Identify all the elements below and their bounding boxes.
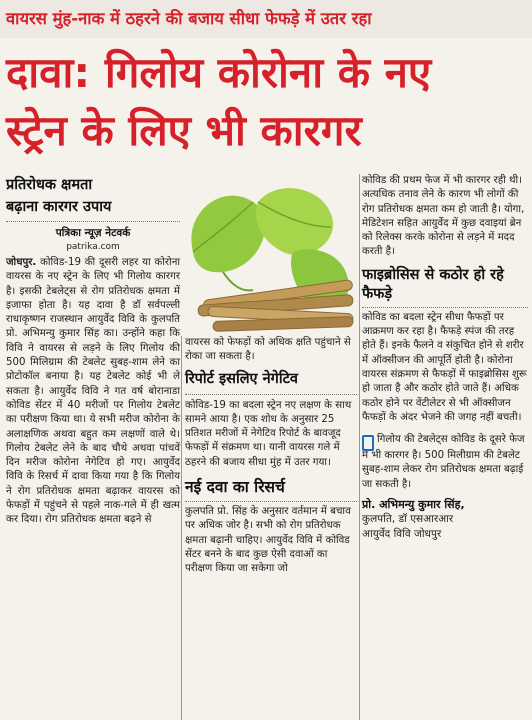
signature-name: प्रो. अभिमन्यु कुमार सिंह, bbox=[362, 498, 465, 512]
giloy-leaves-image bbox=[183, 172, 355, 334]
signature-title: कुलपति, डॉ एसआरआर bbox=[362, 513, 454, 526]
left-subhead-2: बढ़ाना कारगर उपाय bbox=[6, 199, 112, 215]
left-subhead-1: प्रतिरोधक क्षमता bbox=[6, 177, 93, 193]
divider bbox=[6, 221, 180, 222]
headline bbox=[6, 44, 530, 160]
giloy-illustration bbox=[183, 172, 355, 334]
dateline: जोधपुर. bbox=[6, 257, 37, 268]
quote-box bbox=[362, 433, 528, 492]
headline-line-2: स्ट्रेन के लिए भी कारगर bbox=[6, 106, 362, 155]
column-divider-left bbox=[181, 336, 182, 720]
divider bbox=[185, 394, 357, 395]
right-column bbox=[362, 174, 528, 541]
middle-lead-text: वायरस को फेफड़ों को अधिक क्षति पहुंचाने से रोका जा सकता है। bbox=[185, 337, 351, 363]
middle-body-1: कोविड-19 का बदला स्ट्रेन नए लक्षण के साथ सामने आया है। एक शोध के अनुसार 25 प्रतिशत मरीजों में नेगेटिव रिपोर्ट के बावजूद फेफड़ों में संक्रमण था। यानी वायरस गले में ठहरने की बजाय सीधा मुंह में उतर गया। bbox=[185, 399, 352, 468]
middle-body-2: कुलपति प्रो. सिंह के अनुसार वर्तमान में बचाव पर अधिक जोर है। सभी को रोग प्रतिरोधक क्षमता बढ़ानी चाहिए। आयुर्वेद विवि में कोविड सेंटर बनने के बाद कुछ ऐसी दवाओं का परीक्षण किया जा सकेगा जो bbox=[185, 506, 351, 575]
website: patrika.com bbox=[66, 242, 120, 252]
right-body-1: कोविड की प्रथम फेज में भी कारगर रही थी। अत्यधिक तनाव लेने के कारण भी लोगों की रोग प्रतिरोधक क्षमता कम हो जाती है। योगा, मेडिटेशन सहित आयुर्वेद में कुछ दवाइयां ब्रेन को रिलेक्स करके कोरोना से लड़ने में मदद करती है। bbox=[362, 175, 525, 258]
middle-subhead-2: नई दवा का रिसर्च bbox=[185, 478, 285, 497]
divider bbox=[362, 307, 528, 308]
signature-org: आयुर्वेद विवि जोधपुर bbox=[362, 527, 442, 540]
quote-box-text: गिलोय की टेबलेट्स कोविड के दूसरे फेज में भी कारगर है। 500 मिलीग्राम की टेबलेट सुबह-शाम लेकर रोग प्रतिरोधक क्षमता बढ़ाई जा सकती है। bbox=[362, 434, 525, 490]
right-body-2: कोविड का बदला स्ट्रेन सीधा फैफड़ों पर आक्रमण कर रहा है। फैफड़े स्पंज की तरह होते हैं। इनके फैलने व संकुचित होने से शरीर में ऑक्सीजन की आपूर्ति होती है। कोरोना वायरस संक्रमण से फैफड़ों में फाइब्रोसिस शुरू हो जाता है और कठोर होते जाते हैं। अधिक कठोर होने पर वेंटीलेटर से भी ऑक्सीजन फैफड़ों के अंदर भेजने की जगह नहीं बचती। bbox=[362, 311, 527, 423]
left-body bbox=[6, 256, 180, 528]
middle-subhead-1: रिपोर्ट इसलिए नेगेटिव bbox=[185, 370, 298, 387]
byline: पत्रिका न्यूज़ नेटवर्क bbox=[55, 227, 131, 239]
middle-column bbox=[185, 336, 357, 577]
left-body-text: कोविड-19 की दूसरी लहर या कोरोना वायरस के नए स्ट्रेन के लिए भी गिलोय कारगर है। इसकी टेबलेट्स से रोग प्रतिरोधक क्षमता में इजाफा होता है। यह दावा है डॉ सर्वपल्ली राधाकृष्णन राजस्थान आयुर्वेद विवि के कुलपति प्रो. अभिमन्यु कुमार सिंह का। उन्होंने कहा कि विवि ने वायरस से लड़ने के लिए गिलोय की 500 मिलिग्राम की टेबलेट सुबह-शाम लेने का प्रोटोकॉल बनाया है। यह टेबलेट कोई भी ले सकता है। आयुर्वेद विवि ने गत वर्ष बोरानाडा कोविड सेंटर में 40 मरीजों पर गिलोय टेबलेट का परीक्षण किया था। ये सभी मरीज कोरोना के अलाक्षणिक अथवा बहुत कम लक्षणों वाले थे। गिलोय टेबलेट लेने के बाद चौथे अथवा पांचवें दिन मरीज कोरोना नेगेटिव हो गए। आयुर्वेद विवि के रिसर्च में दावा किया गया है कि गिलोय ने रोग प्रतिरोधक क्षमता बढ़ाकर वायरस को फेफड़ों में पहुंचने से पहले नाक-गले में ही खत्म कर दिया। रोग प्रतिरोधक क्षमता बढ़ने से bbox=[6, 257, 180, 526]
right-subhead: फाइब्रोसिस से कठोर हो रहे फैफड़े bbox=[362, 266, 504, 302]
column-divider-right bbox=[359, 174, 360, 720]
headline-line-1: दावा: गिलोय कोरोना के नए bbox=[6, 48, 432, 97]
quote-bookmark-icon bbox=[362, 435, 374, 451]
left-column bbox=[6, 174, 180, 528]
kicker-strap: वायरस मुंह-नाक में ठहरने की बजाय सीधा फेफड़े में उतर रहा bbox=[0, 0, 532, 38]
divider bbox=[185, 501, 357, 502]
